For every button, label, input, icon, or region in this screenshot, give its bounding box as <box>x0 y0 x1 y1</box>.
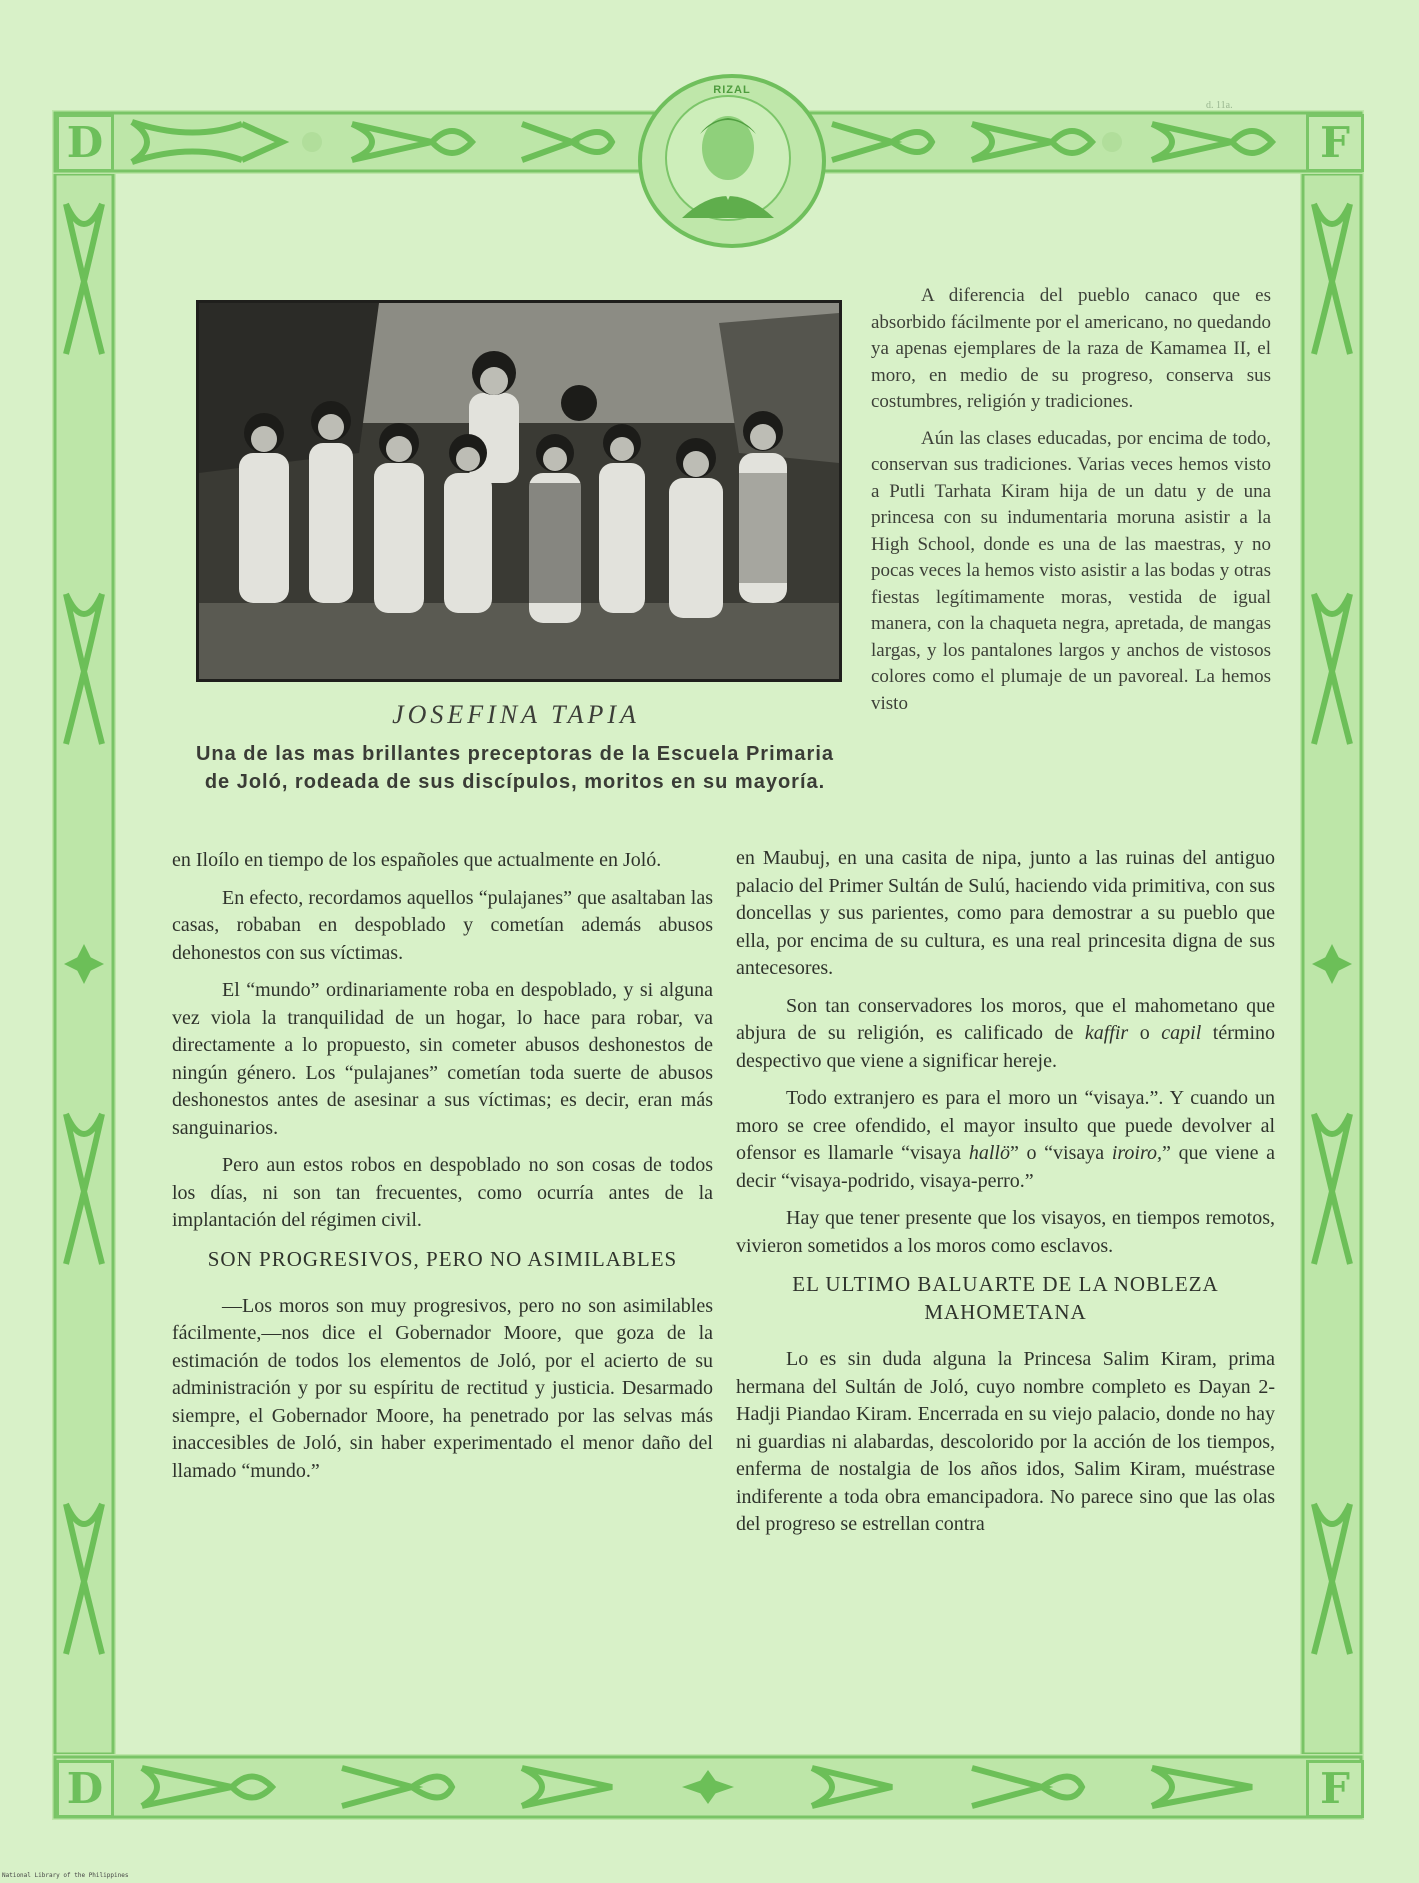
corner-letter-bottom-left: D <box>56 1760 114 1818</box>
text-run: ” o “visaya <box>1009 1142 1112 1164</box>
text-run: o <box>1128 1022 1162 1044</box>
corner-letter-bottom-right: F <box>1306 1760 1364 1818</box>
paragraph: A diferencia del pueblo canaco que es absorbido fácilmente por el americano, no quedando ya apenas ejemplares de la raza de Kamamea II, el moro, en medio de su progreso, conserva sus costumbres, religión y tradiciones. <box>871 285 1271 412</box>
italic-term: kaffir <box>1084 1022 1129 1044</box>
corner-letter-top-right: F <box>1306 114 1364 172</box>
caption-text: Una de las mas brillantes preceptoras de la Escuela Primaria de Joló, rodeada de sus discípulos, moritos en su mayoría. <box>195 743 835 793</box>
rizal-medallion <box>638 74 826 248</box>
paragraph: en Iloílo en tiempo de los españoles que actualmente en Joló. <box>172 849 662 871</box>
paragraph <box>736 1085 1275 1195</box>
paragraph: Hay que tener presente que los visayos, en tiempos remotos, vivieron sometidos a los moros como esclavos. <box>736 1207 1275 1257</box>
paragraph: El “mundo” ordinariamente roba en despoblado, y si alguna vez viola la tranquilidad de un hogar, lo hace para robar, va directamente a lo propuesto, sin cometer abusos deshonestos de ningún género. Los “pulajanes” cometían toda suerte de abusos deshonestos antes de asesinar a sus víctimas; es decir, eran más sanguinarios. <box>172 979 713 1139</box>
section-heading: SON PROGRESIVOS, PERO NO ASIMILABLES <box>207 1246 678 1271</box>
left-column <box>172 847 713 1495</box>
text-run: Son tan conservadores los moros, que el mahometano que abjura de su religión, es calificado de <box>736 994 1275 1044</box>
italic-term: capil <box>1161 1022 1202 1044</box>
paragraph: en Maubuj, en una casita de nipa, junto a las ruinas del antiguo palacio del Primer Sultán de Sulú, haciendo vida primitiva, con sus doncellas y sus parientes, como para demostrar a su pueblo que ella, por encima de su cultura, es una real princesita digna de sus antecesores. <box>736 847 1275 979</box>
paragraph: —Los moros son muy progresivos, pero no son asimilables fácilmente,—nos dice el Gobernador Moore, que goza de la estimación de todos los elementos de Joló, por el acierto de su administración y por su espíritu de rectitud y justicia. Desarmado siempre, el Gobernador Moore, ha penetrado por las selvas más inaccesibles de Joló, sin haber experimentado el menor daño del llamado “mundo.” <box>172 1294 713 1482</box>
section-heading: EL ULTIMO BALUARTE DE LA NOBLEZA MAHOMETANA <box>792 1272 1219 1324</box>
page-mark: d. 11a. <box>1206 100 1233 111</box>
right-column-top <box>871 283 1271 727</box>
caption-name: JOSEFINA TAPIA <box>392 700 640 729</box>
portrait-icon <box>642 78 814 236</box>
paragraph: En efecto, recordamos aquellos “pulajanes” que asaltaban las casas, robaban en despoblado y cometían además abusos dehonestos con sus víctimas. <box>172 886 713 964</box>
group-photo <box>196 300 842 682</box>
paragraph: Aún las clases educadas, por encima de todo, conservan sus tradiciones. Varias veces hemos visto a Putli Tarhata Kiram hija de un datu y de una princesa con su indumentaria moruna asistir a la High School, donde es una de las maestras, y no pocas veces la hemos visto asistir a las bodas y otras fiestas legítimamente moras, vestida de igual manera, con la chaqueta negra, apretada, de mangas largas, y los pantalones largos y anchos de vistosos colores como el plumaje de un pavoreal. La hemos visto <box>871 427 1271 714</box>
ornamental-border-bottom <box>52 1754 1364 1820</box>
right-column <box>736 845 1275 1549</box>
corner-letter-top-left: D <box>56 114 114 172</box>
medallion-label: RIZAL <box>713 84 751 96</box>
paragraph: Pero aun estos robos en despoblado no son cosas de todos los días, ni son tan frecuentes, como ocurría antes de la implantación del régimen civil. <box>172 1154 713 1231</box>
footer-credit: National Library of the Philippines <box>2 1872 129 1879</box>
text-run: término despectivo que viene a significar hereje. <box>736 1022 1275 1072</box>
italic-term: hallö <box>968 1142 1010 1164</box>
text-run: Todo extranjero es para el moro un “visaya.”. Y cuando un moro se cree ofendido, el mayor insulto que puede devolver al ofensor es llamarle “visaya <box>736 1087 1275 1164</box>
italic-term: iroiro, <box>1111 1142 1163 1164</box>
ornamental-border-left <box>52 174 116 1754</box>
text-run: ” que viene a decir “visaya-podrido, visaya-perro.” <box>736 1142 1275 1192</box>
ornamental-border-right <box>1300 174 1364 1754</box>
paragraph <box>736 993 1275 1076</box>
paragraph: Lo es sin duda alguna la Princesa Salim Kiram, prima hermana del Sultán de Joló, cuyo nombre completo es Dayan 2-Hadji Piandao Kiram. Encerrada en su viejo palacio, donde no hay ni guardias ni alabardas, descolorido por la acción de los tiempos, enferma de nostalgia de los años idos, Salim Kiram, muéstrase indiferente a toda obra emancipadora. No parece sino que las olas del progreso se estrellan contra <box>736 1348 1275 1535</box>
